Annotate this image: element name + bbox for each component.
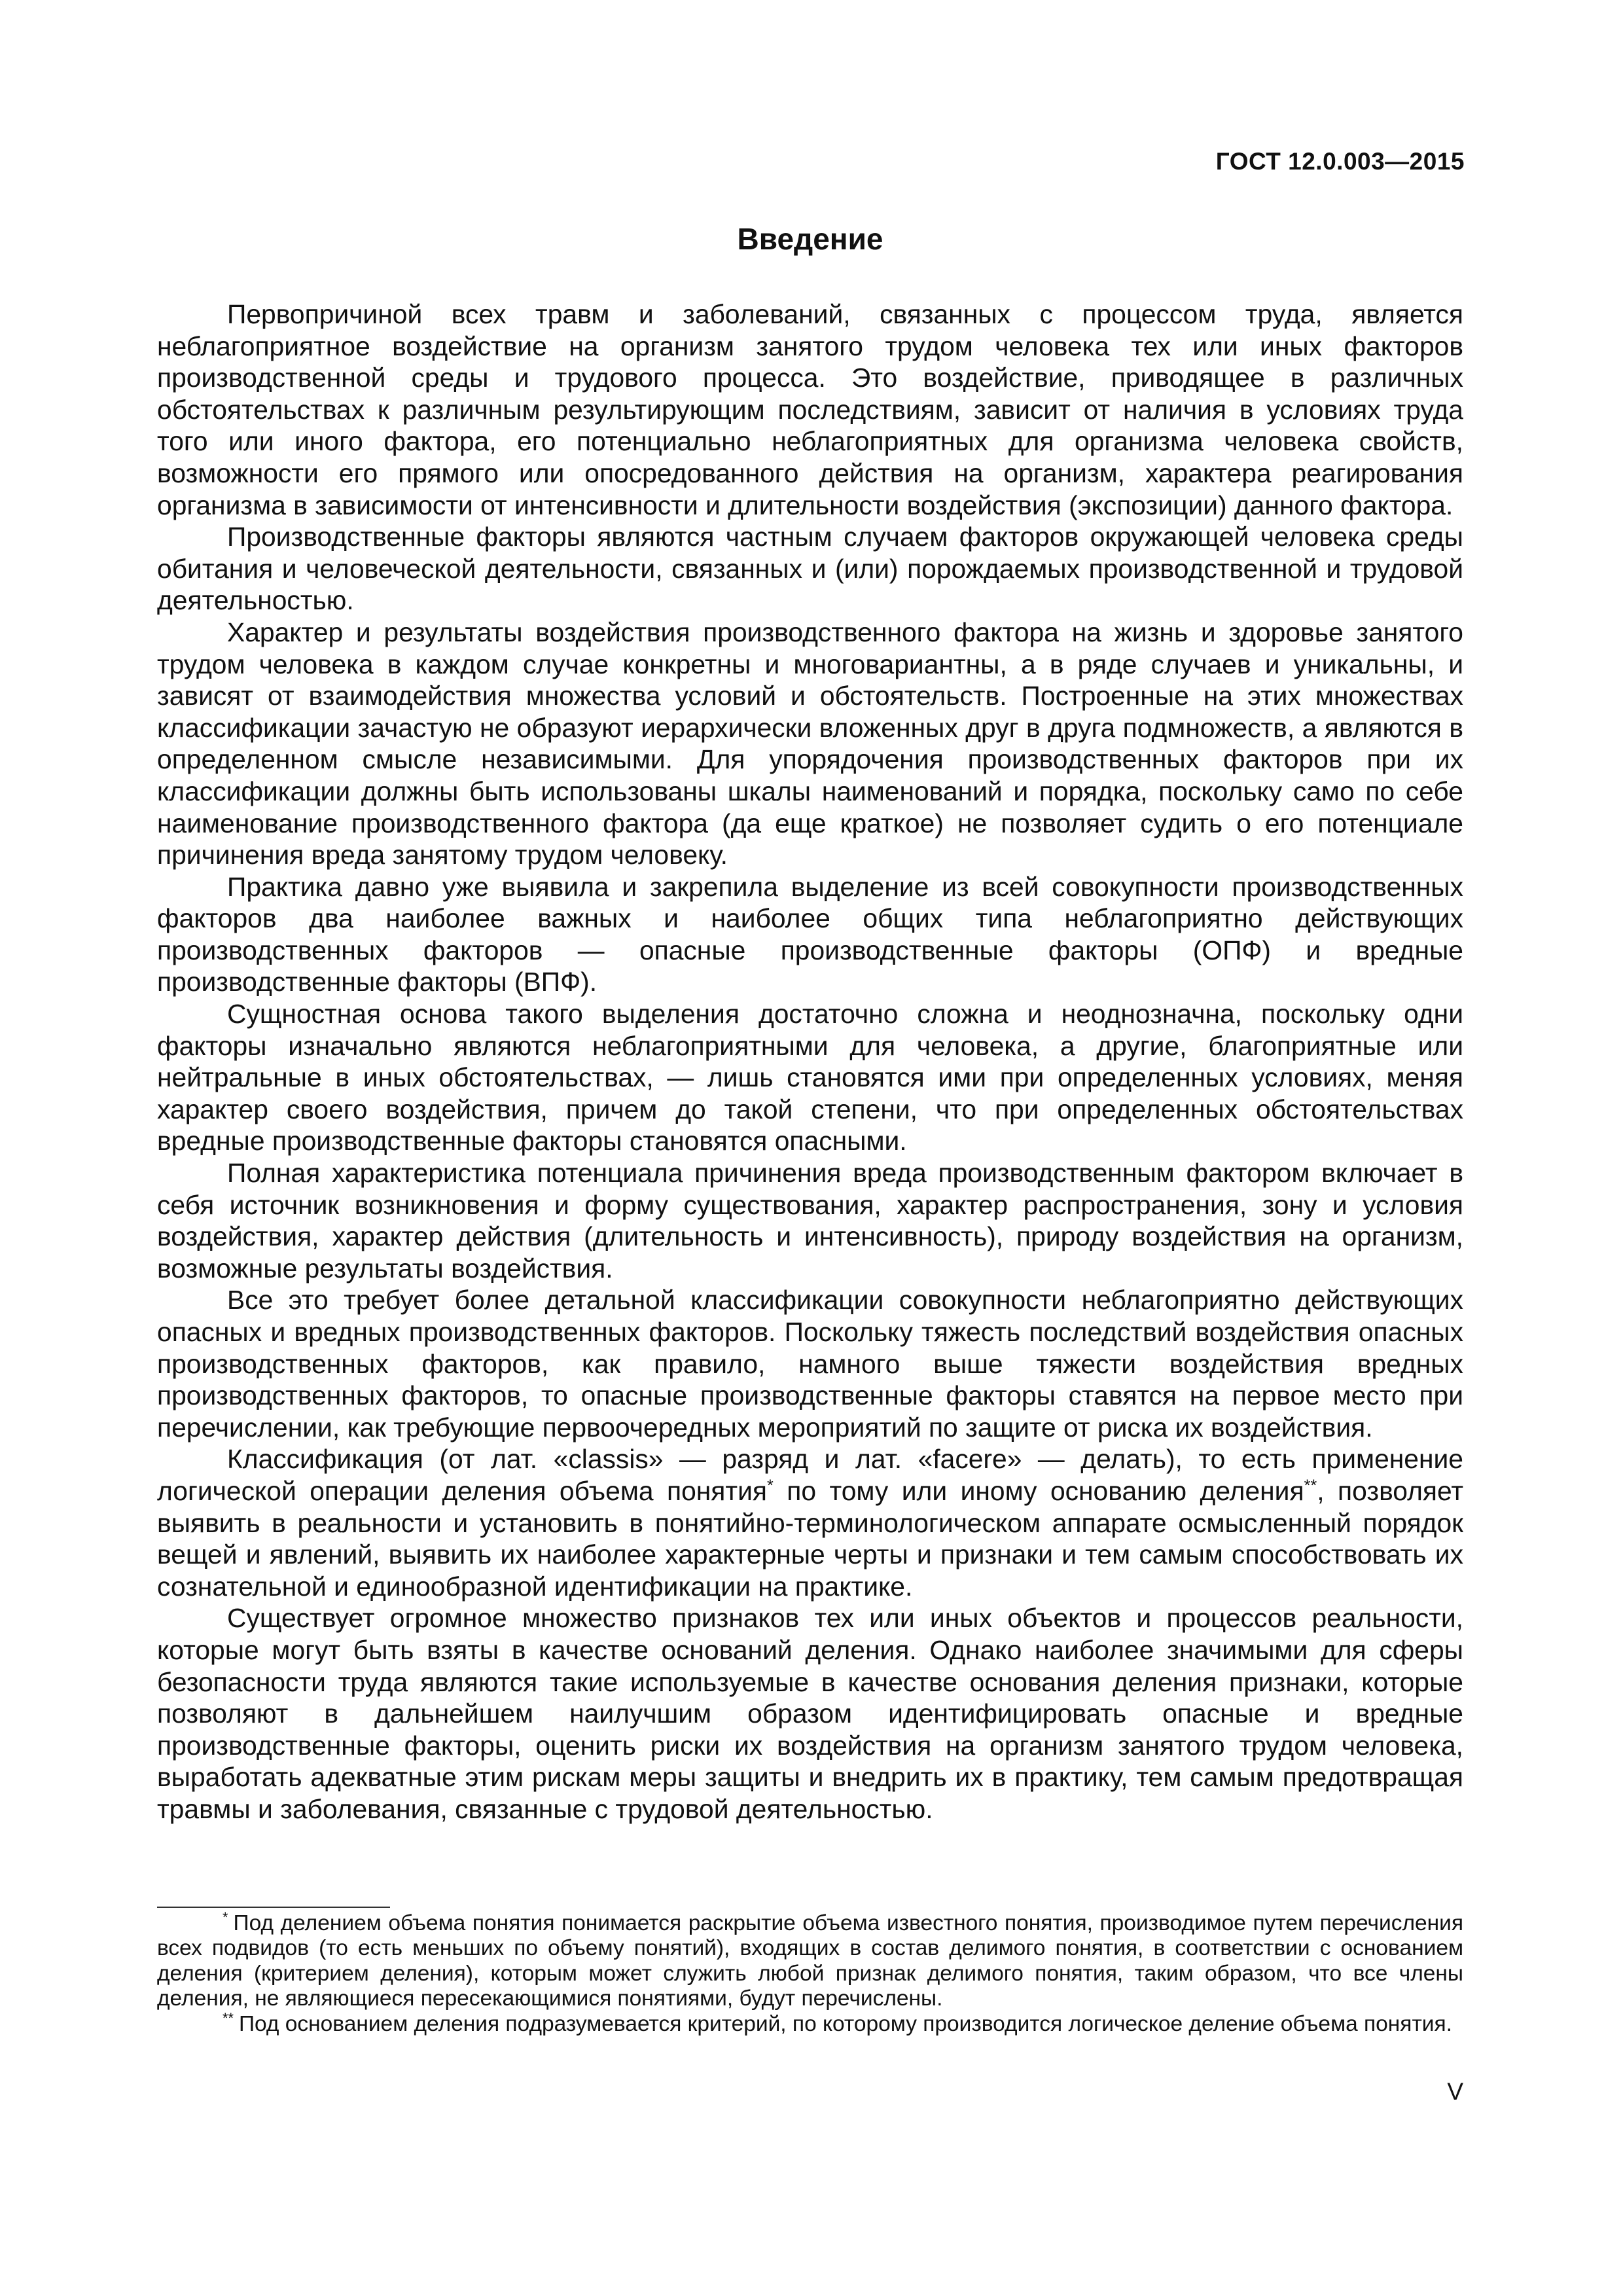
section-title: Введение — [737, 222, 883, 256]
footnotes — [157, 1911, 1463, 2037]
paragraph: Практика давно уже выявила и закрепила выделение из всей совокупности производственных факторов два наиболее важных и наиболее общих типа неблагоприятно действующих производственных факторов — опасные производственные факторы (ОПФ) и вредные производственные факторы (ВПФ). — [157, 871, 1463, 997]
footnote-separator — [157, 1907, 390, 1908]
footnote — [157, 2009, 1463, 2037]
body-text — [157, 298, 1463, 1825]
footnote-mark: * — [223, 1909, 228, 1926]
page-number: V — [1447, 2078, 1463, 2105]
paragraph-with-footnote-refs — [157, 1443, 1463, 1602]
footnote-text: Под делением объема понятия понимается раскрытие объема известного понятия, производимое путем перечисления всех подвидов (то есть меньших по объему понятий), входящих в состав делимого понятия, в соответствии с основанием деления (критерием деления), которым может служить любой признак делимого понятия, таким образом, что все члены деления, не являющиеся пересекающимися понятиями, будут перечислены. — [157, 1911, 1463, 2011]
footnote-mark: ** — [223, 2009, 234, 2026]
paragraph: Производственные факторы являются частным случаем факторов окружающей человека среды обитания и человеческой деятельности, связанных и (или) порождаемых производственной и трудовой деятельностью. — [157, 522, 1463, 616]
paragraph: Сущностная основа такого выделения достаточно сложна и неоднозначна, поскольку одни факторы изначально являются неблагоприятными для человека, а другие, благоприятные или нейтральные в иных обстоятельствах, — лишь становятся ими при определенных условиях, меняя характер своего воздействия, причем до такой степени, что при определенных обстоятельствах вредные производственные факторы становятся опасными. — [157, 999, 1463, 1157]
footnote-reference: * — [766, 1477, 774, 1496]
paragraph: Полная характеристика потенциала причинения вреда производственным фактором включает в себя источник возникновения и форму существования, характер распространения, зону и условия воздействия, характер действия (длительность и интенсивность), природу воздействия на организм, возможные результаты воздействия. — [157, 1158, 1463, 1283]
footnote-text: Под основанием деления подразумевается критерий, по которому производится логическое деление объема понятия. — [238, 2011, 1452, 2036]
paragraph-segment: , позволяет выявить в реальности и установить в понятийно-терминологическом аппарате осмысленный порядок вещей и явлений, выявить их наиболее характерные черты и признаки и тем самым способствовать их сознательной и единообразной идентификации на практике. — [157, 1475, 1463, 1602]
footnote — [157, 1911, 1463, 2012]
standard-number-header: ГОСТ 12.0.003—2015 — [1215, 148, 1465, 175]
paragraph: Первопричиной всех травм и заболеваний, связанных с процессом труда, является неблагоприятное воздействие на организм занятого трудом человека тех или иных факторов производственной среды и трудового процесса. Это воздействие, приводящее в различных обстоятельствах к различным результирующим последствиям, зависит от наличия в условиях труда того или иного фактора, его потенциально неблагоприятных для организма человека свойств, возможности его прямого или опосредованного действия на организм, характера реагирования организма в зависимости от интенсивности и длительности воздействия (экспозиции) данного фактора. — [157, 299, 1463, 520]
paragraph: Существует огромное множество признаков тех или иных объектов и процессов реальности, которые могут быть взяты в качестве оснований деления. Однако наиболее значимыми для сферы безопасности труда являются такие используемые в качестве основания деления признаки, которые позволяют в дальнейшем наилучшим образом идентифицировать опасные и вредные производственные факторы, оценить риски их воздействия на организм занятого трудом человека, выработать адекватные этим рискам меры защиты и внедрить их в практику, тем самым предотвращая травмы и заболевания, связанные с трудовой деятельностью. — [157, 1603, 1463, 1824]
paragraph-segment: по тому или иному основанию деления — [773, 1475, 1304, 1506]
footnote-reference: ** — [1304, 1477, 1317, 1496]
paragraph: Характер и результаты воздействия производственного фактора на жизнь и здоровье занятого трудом человека в каждом случае конкретны и многовариантны, а в ряде случаев и уникальны, и зависят от взаимодействия множества условий и обстоятельств. Построенные на этих множествах классификации зачастую не образуют иерархически вложенных друг в друга подмножеств, а являются в определенном смысле независимыми. Для упорядочения производственных факторов при их классификации должны быть использованы шкалы наименований и порядка, поскольку само по себе наименование производственного фактора (да еще краткое) не позволяет судить о его потенциале причинения вреда занятому трудом человеку. — [157, 617, 1463, 870]
paragraph-segment: Классификация (от лат. «classis» — разряд и лат. «facere» — делать), то есть применение логической операции деления объема понятия — [157, 1444, 1463, 1506]
paragraph: Все это требует более детальной классификации совокупности неблагоприятно действующих опасных и вредных производственных факторов. Поскольку тяжесть последствий воздействия опасных производственных факторов, как правило, намного выше тяжести воздействия вредных производственных факторов, то опасные производственные факторы ставятся на первое место при перечислении, как требующие первоочередных мероприятий по защите от риска их воздействия. — [157, 1285, 1463, 1443]
